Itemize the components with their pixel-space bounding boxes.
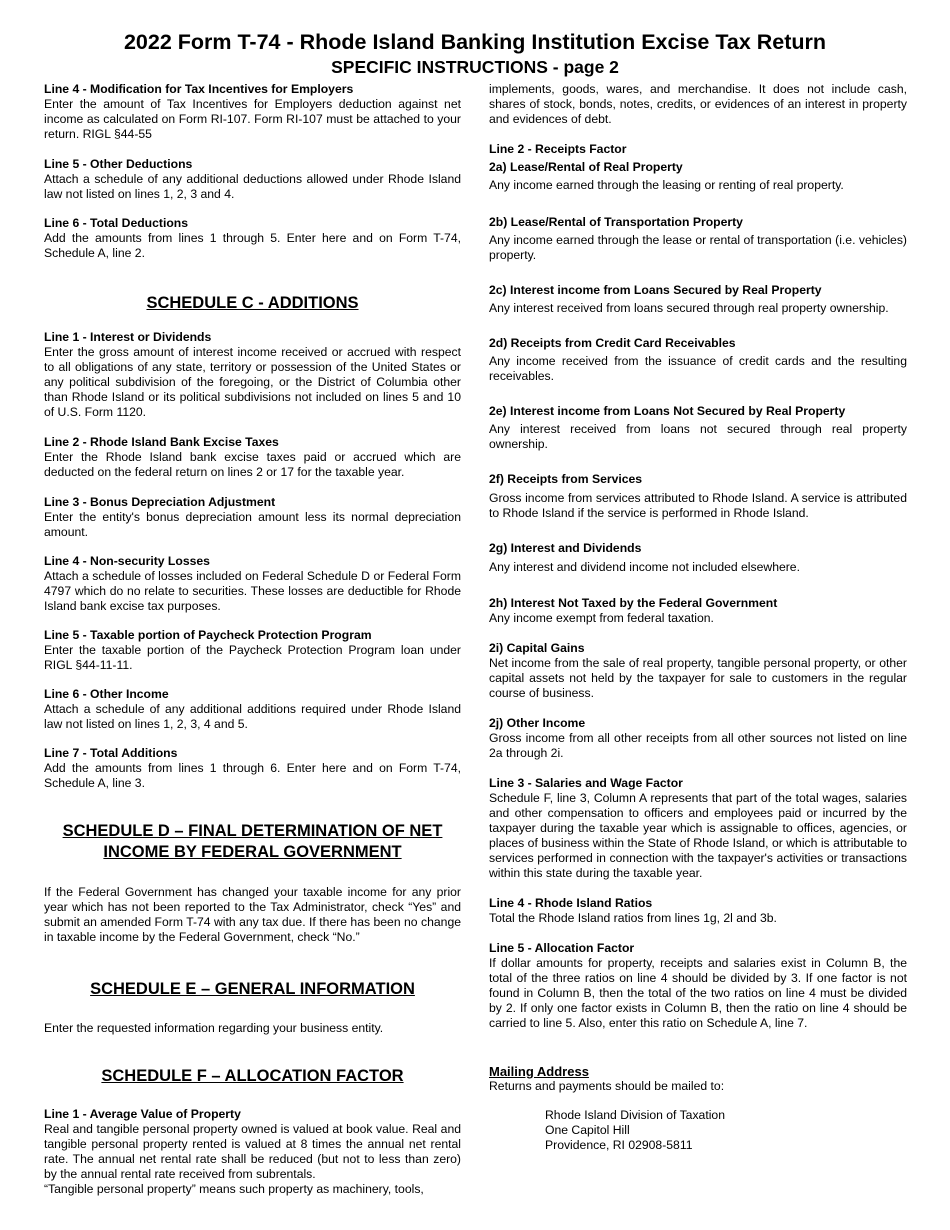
schedule-d-title-line: INCOME BY FEDERAL GOVERNMENT: [103, 843, 402, 861]
item-heading: 2h) Interest Not Taxed by the Federal Government: [489, 596, 778, 610]
item-heading: Line 3 - Bonus Depreciation Adjustment: [44, 495, 276, 509]
item-text: If dollar amounts for property, receipts and salaries exist in Column B, the total of the three ratios on line 4 should be divided by 3. If one factor is not found in Column B, then the total of the two ratios on line 4 must be divided by 2. If only one factor exists in Column B, then the ratio on line 4 should be carried to line 5. Also, enter this ratio on Schedule A, line 7.: [489, 956, 907, 1030]
item-text: Enter the entity's bonus depreciation amount less its normal depreciation amount.: [44, 510, 461, 539]
item-heading: Line 6 - Total Deductions: [44, 216, 188, 230]
instruction-item: [489, 283, 907, 316]
schedule-d-title: [44, 821, 461, 863]
item-text: Enter the Rhode Island bank excise taxes paid or accrued which are deducted on the federal return on lines 2 or 17 for the taxable year.: [44, 450, 461, 479]
instruction-item: [489, 896, 907, 926]
item-heading: Line 3 - Salaries and Wage Factor: [489, 776, 683, 790]
mailing-address-heading: Mailing Address: [489, 1064, 589, 1079]
instruction-item: [44, 157, 461, 202]
item-heading: 2c) Interest income from Loans Secured by Real Property: [489, 283, 822, 297]
instruction-item: [44, 1107, 461, 1197]
instruction-item: [489, 215, 907, 263]
instruction-item: [489, 336, 907, 384]
address-line: One Capitol Hill: [545, 1123, 630, 1137]
item-heading: 2j) Other Income: [489, 716, 586, 730]
schedule-e-text: [44, 1021, 461, 1036]
item-text: Attach a schedule of any additional deductions allowed under Rhode Island law not listed on lines 1, 2, 3 and 4.: [44, 172, 461, 201]
item-heading: Line 4 - Rhode Island Ratios: [489, 896, 653, 910]
item-text: Any interest and dividend income not included elsewhere.: [489, 560, 800, 574]
item-text: Enter the amount of Tax Incentives for Employers deduction against net income as calculated on Form RI-107. Form RI-107 must be attached to your return. RIGL §44-55: [44, 97, 461, 141]
item-heading: Line 7 - Total Additions: [44, 746, 178, 760]
schedule-c-title: SCHEDULE C - ADDITIONS: [146, 294, 359, 312]
schedule-d-text: [44, 885, 461, 945]
item-heading: 2f) Receipts from Services: [489, 472, 643, 486]
instruction-item: [489, 404, 907, 452]
instruction-item: [489, 641, 907, 701]
instruction-item: [44, 82, 461, 142]
instruction-item: [44, 746, 461, 791]
left-column: [44, 82, 461, 1197]
item-text: Any income earned through the lease or rental of transportation (i.e. vehicles) property.: [489, 233, 907, 262]
page-title: 2022 Form T-74 - Rhode Island Banking Institution Excise Tax Return: [123, 30, 827, 54]
item-text: Any income received from the issuance of credit cards and the resulting receivables.: [489, 354, 907, 383]
item-text: “Tangible personal property” means such property as machinery, tools,: [44, 1182, 424, 1196]
item-heading: Line 4 - Non-security Losses: [44, 554, 210, 568]
item-text: Attach a schedule of losses included on Federal Schedule D or Federal Form 4797 which do no relate to securities. These losses are deductible for Rhode Island bank excise tax purposes.: [44, 569, 461, 613]
item-text: Add the amounts from lines 1 through 5. Enter here and on Form T-74, Schedule A, line 2.: [44, 231, 461, 260]
item-text: Enter the gross amount of interest income received or accrued with respect to all obligations of any state, territory or possession of the United States or any political subdivision of the foregoing, or the District of Columbia other than Rhode Island or its political subdivisions not included on lines 5 and 10 of U.S. Form 1120.: [44, 345, 461, 419]
item-text: Any income earned through the leasing or renting of real property.: [489, 178, 844, 192]
instruction-item: [44, 216, 461, 261]
schedule-f-title: SCHEDULE F – ALLOCATION FACTOR: [101, 1067, 404, 1085]
item-text: If the Federal Government has changed your taxable income for any prior year which has not been reported to the Tax Administrator, check “Yes” and submit an amended Form T-74 with any tax due. If there has been no change in taxable income by the Federal Government, check “No.”: [44, 885, 461, 944]
item-heading: 2a) Lease/Rental of Real Property: [489, 160, 683, 174]
item-text: Add the amounts from lines 1 through 6. Enter here and on Form T-74, Schedule A, line 3.: [44, 761, 461, 790]
continued-text: implements, goods, wares, and merchandise. It does not include cash, shares of stock, bonds, notes, credits, or evidences of an interest in property and evidences of debt.: [489, 82, 907, 126]
item-text: Any income exempt from federal taxation.: [489, 611, 714, 625]
mailing-intro: Returns and payments should be mailed to:: [489, 1079, 725, 1093]
item-heading: 2b) Lease/Rental of Transportation Property: [489, 215, 743, 229]
item-text: Enter the taxable portion of the Paycheck Protection Program loan under RIGL §44-11-11.: [44, 643, 461, 672]
item-heading: 2g) Interest and Dividends: [489, 541, 642, 555]
right-column: [489, 82, 907, 1153]
item-text: Total the Rhode Island ratios from lines 1g, 2l and 3b.: [489, 911, 777, 925]
mailing-section: [489, 1064, 907, 1153]
instruction-item: [44, 628, 461, 673]
schedule-e-title: SCHEDULE E – GENERAL INFORMATION: [90, 980, 415, 998]
instruction-item: [489, 541, 907, 575]
item-text: Enter the requested information regarding your business entity.: [44, 1021, 384, 1035]
instruction-item: [489, 160, 907, 193]
item-heading: Line 1 - Average Value of Property: [44, 1107, 241, 1121]
schedule-d-title-line: SCHEDULE D – FINAL DETERMINATION OF NET: [62, 822, 443, 840]
item-heading: 2i) Capital Gains: [489, 641, 585, 655]
instruction-item: [44, 330, 461, 420]
instruction-item: [489, 596, 907, 626]
instruction-item: [44, 435, 461, 480]
item-text: Gross income from all other receipts from all other sources not listed on line 2a through 2i.: [489, 731, 907, 760]
item-text: Net income from the sale of real property, tangible personal property, or other capital assets not held by the taxpayer for sale to customers in the regular course of business.: [489, 656, 907, 700]
instruction-item: [489, 776, 907, 881]
item-heading: Line 4 - Modification for Tax Incentives for Employers: [44, 82, 354, 96]
address-line: Providence, RI 02908-5811: [545, 1138, 693, 1152]
item-heading: 2d) Receipts from Credit Card Receivables: [489, 336, 736, 350]
instruction-item: [489, 472, 907, 521]
item-heading: Line 5 - Taxable portion of Paycheck Protection Program: [44, 628, 372, 642]
item-text: Any interest received from loans not secured through real property ownership.: [489, 422, 907, 451]
item-heading: Line 5 - Allocation Factor: [489, 941, 635, 955]
mailing-address: [489, 1108, 907, 1153]
item-text: Attach a schedule of any additional additions required under Rhode Island law not listed on lines 1, 2, 3, 4 and 5.: [44, 702, 461, 731]
instruction-item: [44, 687, 461, 732]
receipts-factor-heading: Line 2 - Receipts Factor: [489, 142, 627, 156]
item-text: Gross income from services attributed to Rhode Island. A service is attributed to Rhode Island if the service is performed in Rhode Island.: [489, 491, 907, 520]
page-subtitle: SPECIFIC INSTRUCTIONS - page 2: [331, 57, 619, 77]
item-heading: Line 6 - Other Income: [44, 687, 169, 701]
instruction-item: [44, 554, 461, 614]
item-text: Schedule F, line 3, Column A represents that part of the total wages, salaries and other compensation to officers and employees paid or incurred by the taxpayer during the taxable year which is assignable to offices, agencies, or places of business within the State of Rhode Island, or which is attributable to services performed in connection with the taxpayer's activities or transactions within this state during the taxable year.: [489, 791, 907, 880]
address-line: Rhode Island Division of Taxation: [545, 1108, 725, 1122]
instruction-item: [489, 716, 907, 761]
item-heading: Line 5 - Other Deductions: [44, 157, 193, 171]
item-heading: Line 2 - Rhode Island Bank Excise Taxes: [44, 435, 279, 449]
item-text: Real and tangible personal property owned is valued at book value. Real and tangible personal property rented is valued at 8 times the annual net rental rate. The annual net rental rate shall be reduced (but not to less than zero) by the annual rental rate received from subrentals.: [44, 1122, 461, 1181]
instruction-item: [44, 495, 461, 540]
item-text: Any interest received from loans secured through real property ownership.: [489, 301, 889, 315]
instruction-item: [489, 941, 907, 1031]
item-heading: Line 1 - Interest or Dividends: [44, 330, 212, 344]
item-heading: 2e) Interest income from Loans Not Secured by Real Property: [489, 404, 846, 418]
